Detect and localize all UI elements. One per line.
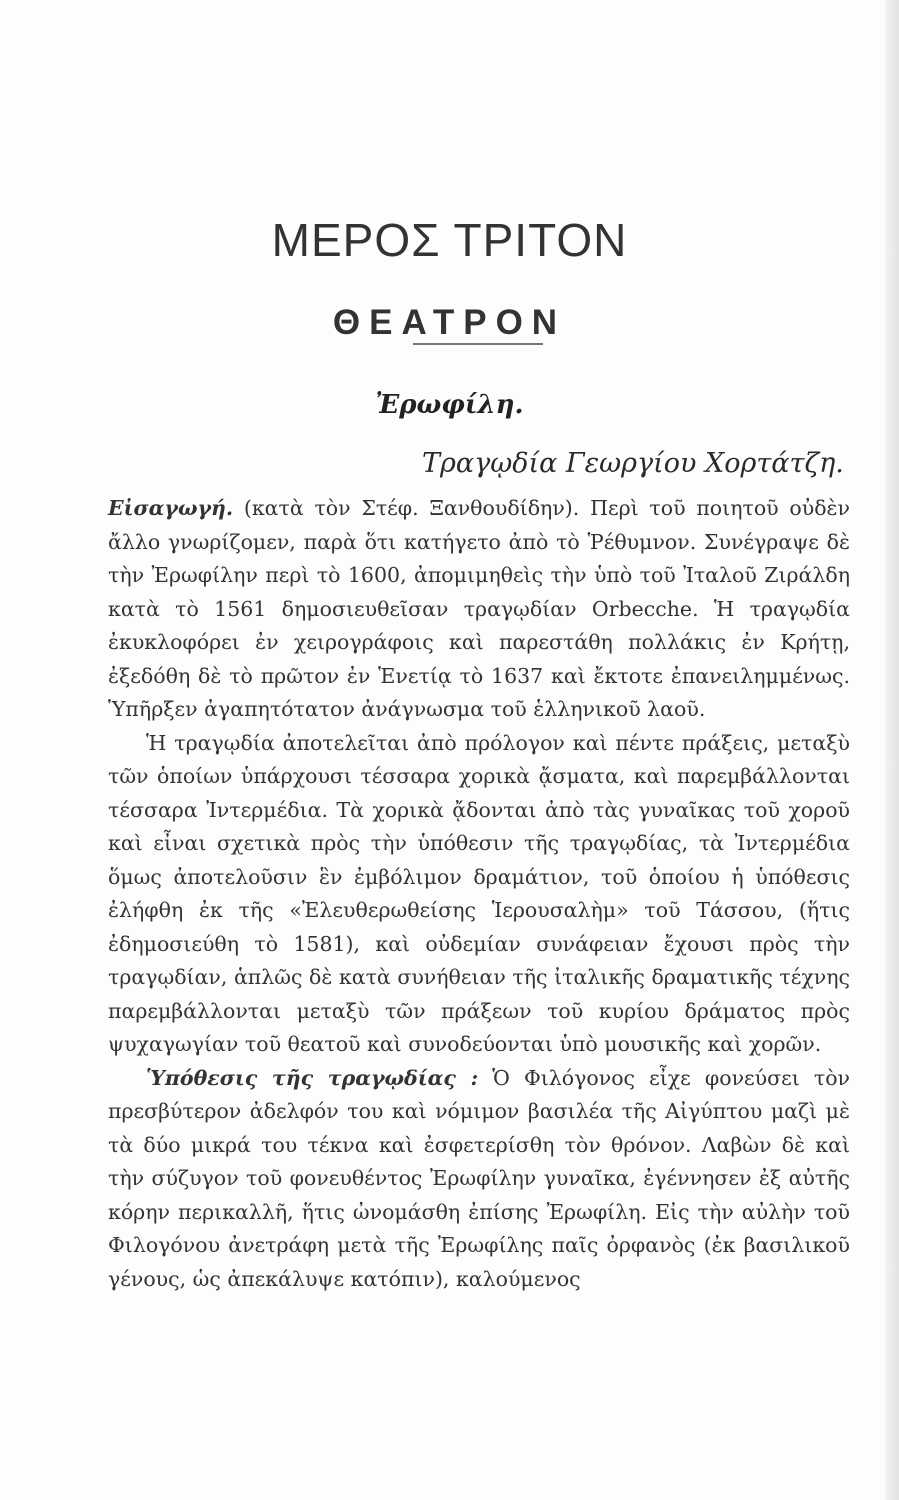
body-text: [108, 492, 850, 1296]
paragraph-text: Ἡ τραγῳδία ἀποτελεῖται ἀπὸ πρόλογον καὶ πέντε πράξεις, μεταξὺ τῶν ὁποίων ὑπάρχουσι τέσσαρα χορικὰ ᾄσματα, καὶ παρεμβάλλονται τέσσαρα Ἰντερμέδια. Τὰ χορικὰ ᾄδονται ἀπὸ τὰς γυναῖκας τοῦ χοροῦ καὶ εἶναι σχετικὰ πρὸς τὴν ὑπόθεσιν τῆς τραγῳδίας, τὰ Ἰντερμέδια ὅμως ἀποτελοῦσιν ἓν ἐμβόλιμον δραμάτιον, τοῦ ὁποίου ἡ ὑπόθεσις ἐλήφθη ἐκ τῆς «Ἐλευθερωθείσης Ἱερουσαλὴμ» τοῦ Τάσσου, (ἥτις ἐδημοσιεύθη τὸ 1581), καὶ οὐδεμίαν συνάφειαν ἔχουσι πρὸς τὴν τραγῳδίαν, ἁπλῶς δὲ κατὰ συνήθειαν τῆς ἰταλικῆς δραματικῆς τέχνης παρεμβάλλονται μεταξὺ τῶν πράξεων τοῦ κυρίου δράματος πρὸς ψυχαγωγίαν τοῦ θεατοῦ καὶ συνοδεύονται ὑπὸ μουσικῆς καὶ χορῶν.: [108, 730, 850, 1056]
play-title: Ἐρωφίλη.: [375, 390, 524, 420]
divider-rule: [413, 343, 543, 345]
paragraph-lead: Εἰσαγωγή.: [108, 496, 234, 520]
paragraph-structure: [108, 727, 850, 1062]
play-subtitle: Τραγῳδία Γεωργίου Χορτάτζη.: [422, 448, 844, 479]
paragraph-introduction: [108, 492, 850, 727]
paragraph-plot: [108, 1062, 850, 1297]
paragraph-text: (κατὰ τὸν Στέφ. Ξανθουδίδην). Περὶ τοῦ ποιητοῦ οὐδὲν ἄλλο γνωρίζομεν, παρὰ ὅτι κατήγετο ἀπὸ τὸ Ῥέθυμνον. Συνέγραψε δὲ τὴν Ἐρωφίλην περὶ τὸ 1600, ἀπομιμηθεὶς τὴν ὑπὸ τοῦ Ἰταλοῦ Ζιράλδη κατὰ τὸ 1561 δημοσιευθεῖσαν τραγῳδίαν Orbecche. Ἡ τραγῳδία ἐκυκλοφόρει ἐν χειρογράφοις καὶ παρεστάθη πολλάκις ἐν Κρήτῃ, ἐξεδόθη δὲ τὸ πρῶτον ἐν Ἑνετίᾳ τὸ 1637 καὶ ἔκτοτε ἐπανειλημμένως. Ὑπῆρξεν ἀγαπητότατον ἀνάγνωσμα τοῦ ἑλληνικοῦ λαοῦ.: [108, 496, 850, 721]
paragraph-lead: Ὑπόθεσις τῆς τραγῳδίας :: [146, 1065, 479, 1090]
paragraph-text: Ὁ Φιλόγονος εἶχε φονεύσει τὸν πρεσβύτερον ἀδελφόν του καὶ νόμιμον βασιλέα τῆς Αἰγύπτου μαζὶ μὲ τὰ δύο μικρά του τέκνα καὶ ἐσφετερίσθη τὸν θρόνον. Λαβὼν δὲ καὶ τὴν σύζυγον τοῦ φονευθέντος Ἐρωφίλην γυναῖκα, ἐγέννησεν ἐξ αὐτῆς κόρην περικαλλῆ, ἥτις ὠνομάσθη ἐπίσης Ἐρωφίλη. Εἰς τὴν αὐλὴν τοῦ Φιλογόνου ἀνετράφη μετὰ τῆς Ἐρωφίλης παῖς ὀρφανὸς (ἐκ βασιλικοῦ γένους, ὡς ἀπεκάλυψε κατόπιν), καλούμενος: [108, 1065, 850, 1291]
section-title: ΘΕΑΤΡΟΝ: [332, 303, 567, 343]
part-title: ΜΕΡΟΣ ΤΡΙΤΟΝ: [271, 213, 628, 266]
